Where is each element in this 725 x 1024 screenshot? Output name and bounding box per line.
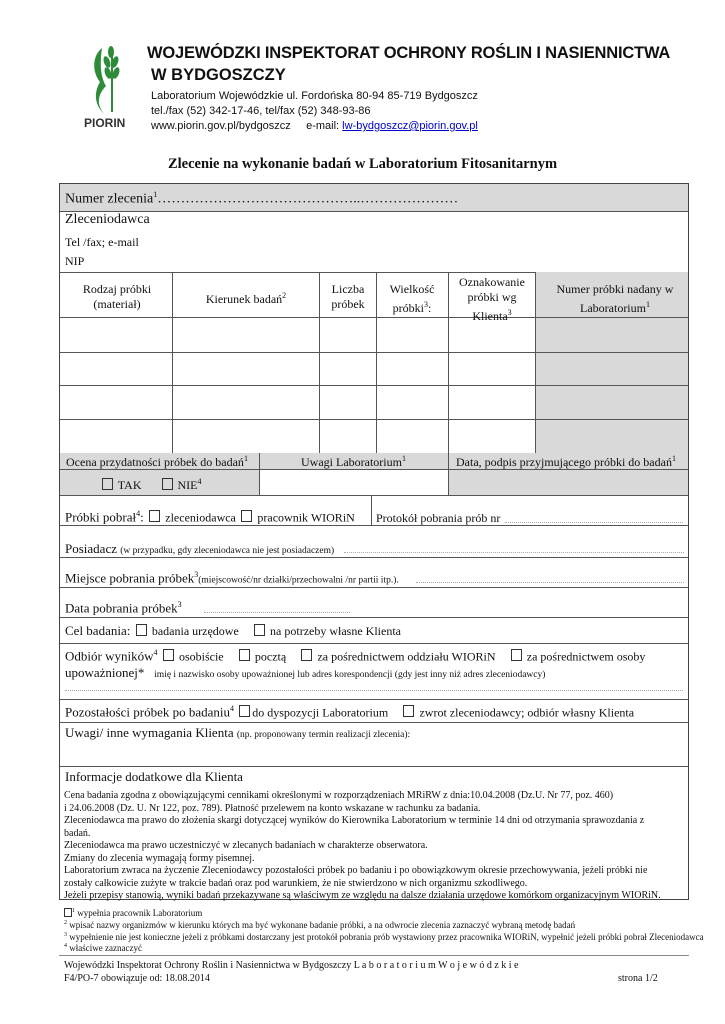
form-title: Zlecenie na wykonanie badań w Laboratorium Fitosanitarnym: [167, 156, 558, 172]
col-lab-number: Numer próbki nadany w Laboratorium$^1$: [556, 282, 674, 315]
authorized-person: upoważnionej* imię i nazwisko osoby upoważnionej lub adres korespondencji (gdy jest inny niż adres zleceniodawcy): [65, 665, 546, 680]
assessment-options: TAK NIE$^4$: [100, 477, 202, 493]
receipt-date-label: Data, podpis przyjmującego próbki do badań$^1$: [456, 454, 676, 469]
client-label: Zleceniodawca: [65, 212, 150, 227]
checkbox-lab-disposal[interactable]: [239, 705, 250, 717]
checkbox-client-sampled[interactable]: [149, 510, 160, 522]
address: Laboratorium Wojewódzkie ul. Fordońska 80-94 85-719 Bydgoszcz: [151, 90, 478, 102]
results-pickup: Odbiór wyników$^4$ osobiście pocztą za pośrednictwem oddziału WIORiN za pośrednictwem osoby: [65, 648, 646, 664]
checkbox-branch[interactable]: [301, 649, 312, 661]
order-number-label: Numer zlecenia: [65, 191, 154, 207]
checkbox-no[interactable]: [162, 478, 173, 490]
email-label: e-mail:: [306, 120, 340, 132]
piorin-logo: [82, 42, 134, 132]
phone: tel./fax (52) 342-17-46, tel/fax (52) 348-93-86: [151, 105, 371, 117]
place-input[interactable]: [416, 582, 684, 583]
col-sample-size: Wielkość próbki$^3$:: [389, 282, 435, 315]
col-sample-count: Liczba próbek: [331, 282, 365, 311]
checkbox-personally[interactable]: [163, 649, 174, 661]
website: www.piorin.gov.pl/bydgoszcz: [151, 120, 291, 132]
checkbox-yes[interactable]: [102, 478, 113, 490]
test-purpose: Cel badania: badania urzędowe na potrzeby własne Klienta: [65, 623, 401, 638]
checkbox-return[interactable]: [403, 705, 414, 717]
checkbox-authorized[interactable]: [511, 649, 522, 661]
page-number: strona 1/2: [618, 973, 658, 984]
checkbox-by-post[interactable]: [239, 649, 250, 661]
footnote-3: $^3$ wypełnienie nie jest konieczne jeżeli z próbkami dostarczany jest protokół pobrania prób wystawiony przez pracownika WIORiN, wypełnić jeżeli próbki pobrał Zleceniodawca: [64, 932, 704, 942]
footnote-4: $^4$ właściwe zaznaczyć: [64, 943, 142, 953]
sampling-date: Data pobrania próbek$^3$: [65, 600, 182, 616]
col-client-label: Oznakowanie próbki wg Klienta$^3$: [459, 275, 525, 323]
protocol-field[interactable]: [505, 522, 683, 523]
owner-input[interactable]: [344, 552, 684, 553]
col-test-direction: Kierunek badań$^2$: [205, 291, 287, 306]
footer-line1: Wojewódzki Inspektorat Ochrony Roślin i Nasiennictwa w Bydgoszczy L a b o r a t o r i u m W o j e w ó d z k i e: [64, 960, 519, 971]
assessment-label: Ocena przydatności próbek do badań$^1$: [66, 454, 248, 469]
protocol-label: Protokół pobrania prób nr: [376, 511, 501, 525]
client-remarks: Uwagi/ inne wymagania Klienta (np. proponowany termin realizacji zlecenia):: [65, 725, 411, 740]
no-label: NIE: [177, 478, 198, 492]
info-title: Informacje dodatkowe dla Klienta: [65, 769, 243, 784]
logo-text: PIORIN: [84, 116, 126, 130]
organization-name-line1: WOJEWÓDZKI INSPEKTORAT OCHRONY ROŚLIN I NASIENNICTWA: [147, 44, 671, 62]
authorized-input[interactable]: [65, 690, 683, 691]
tel-label: Tel /fax; e-mail: [65, 235, 139, 249]
contact-line: [151, 120, 478, 132]
footnote-2: $^2$ wpisać nazwy organizmów w kierunku których ma być wykonane badanie próbki, a na odwrocie zlecenia zaznaczyć wybraną metodę badań: [64, 920, 576, 930]
organization-name-line2: W BYDGOSZCZY: [151, 66, 286, 84]
checkbox-employee-sampled[interactable]: [241, 510, 252, 522]
sampled-by: Próbki pobrał$^4$: zleceniodawca pracownik WIORiN: [65, 509, 355, 525]
date-input[interactable]: [204, 612, 350, 613]
owner-field: Posiadacz (w przypadku, gdy zleceniodawca nie jest posiadaczem): [65, 541, 335, 556]
checkbox-official[interactable]: [136, 624, 147, 636]
order-number-dots: ……………………………………..…………………: [157, 191, 459, 207]
col-sample-type: Rodzaj próbki (materiał): [82, 282, 152, 311]
sample-leftovers: Pozostałości próbek po badaniu$^4$ do dyspozycji Laboratorium zwrot zleceniodawcy; odbiór własny Klienta: [65, 704, 635, 720]
order-number: Numer zlecenia$^1$……………………………………..…………………: [65, 190, 459, 207]
email-link[interactable]: lw-bydgoszcz@piorin.gov.pl: [342, 120, 478, 132]
checkbox-own-needs[interactable]: [254, 624, 265, 636]
lab-remarks-label: Uwagi Laboratorium$^1$: [301, 454, 406, 469]
info-text: Cena badania zgodna z obowiązującymi cennikami określonymi w rozporządzeniach MRiRW z dnia:10.04.2008 (Dz.U. Nr 77, poz. 460) i 24.06.2008 (Dz. U. Nr 122, poz. 789). Płatność przelewem na konto wskazane w rachunku za badania. Zleceniodawca ma prawo do złożenia skargi dotyczącej wyników do Kierownika Laboratorium w terminie 14 dni od otrzymania sprawozdania z badań. Zleceniodawca ma prawo uczestniczyć w zlecanych badaniach w charakterze obserwatora. Zmiany do zlecenia wymagają formy pisemnej. Laboratorium zwraca na życzenie Zleceniodawcy pozostałości próbek po badaniu i po obowiązkowym okresie przechowywania, jeżeli próbki nie zostały całkowicie zużyte w trakcie badań oraz pod warunkiem, że nie stwierdzono w nich organizmu szkodliwego. Jeżeli przepisy stanowią, wyniki badań przekazywane są właściwym ze względu na dalsze działania urzędowe komórkom organizacyjnym WIORiN.: [64, 790, 661, 901]
yes-label: TAK: [117, 478, 142, 492]
footnote-1: $^1$ wypełnia pracownik Laboratorium: [64, 908, 202, 918]
nip-label: NIP: [65, 254, 85, 268]
footer-line2: F4/PO-7 obowiązuje od: 18.08.2014: [64, 973, 210, 984]
sampling-place: Miejsce pobrania próbek$^3$(miejscowość/nr działki/przechowalni /nr partii itp.).: [65, 570, 399, 586]
